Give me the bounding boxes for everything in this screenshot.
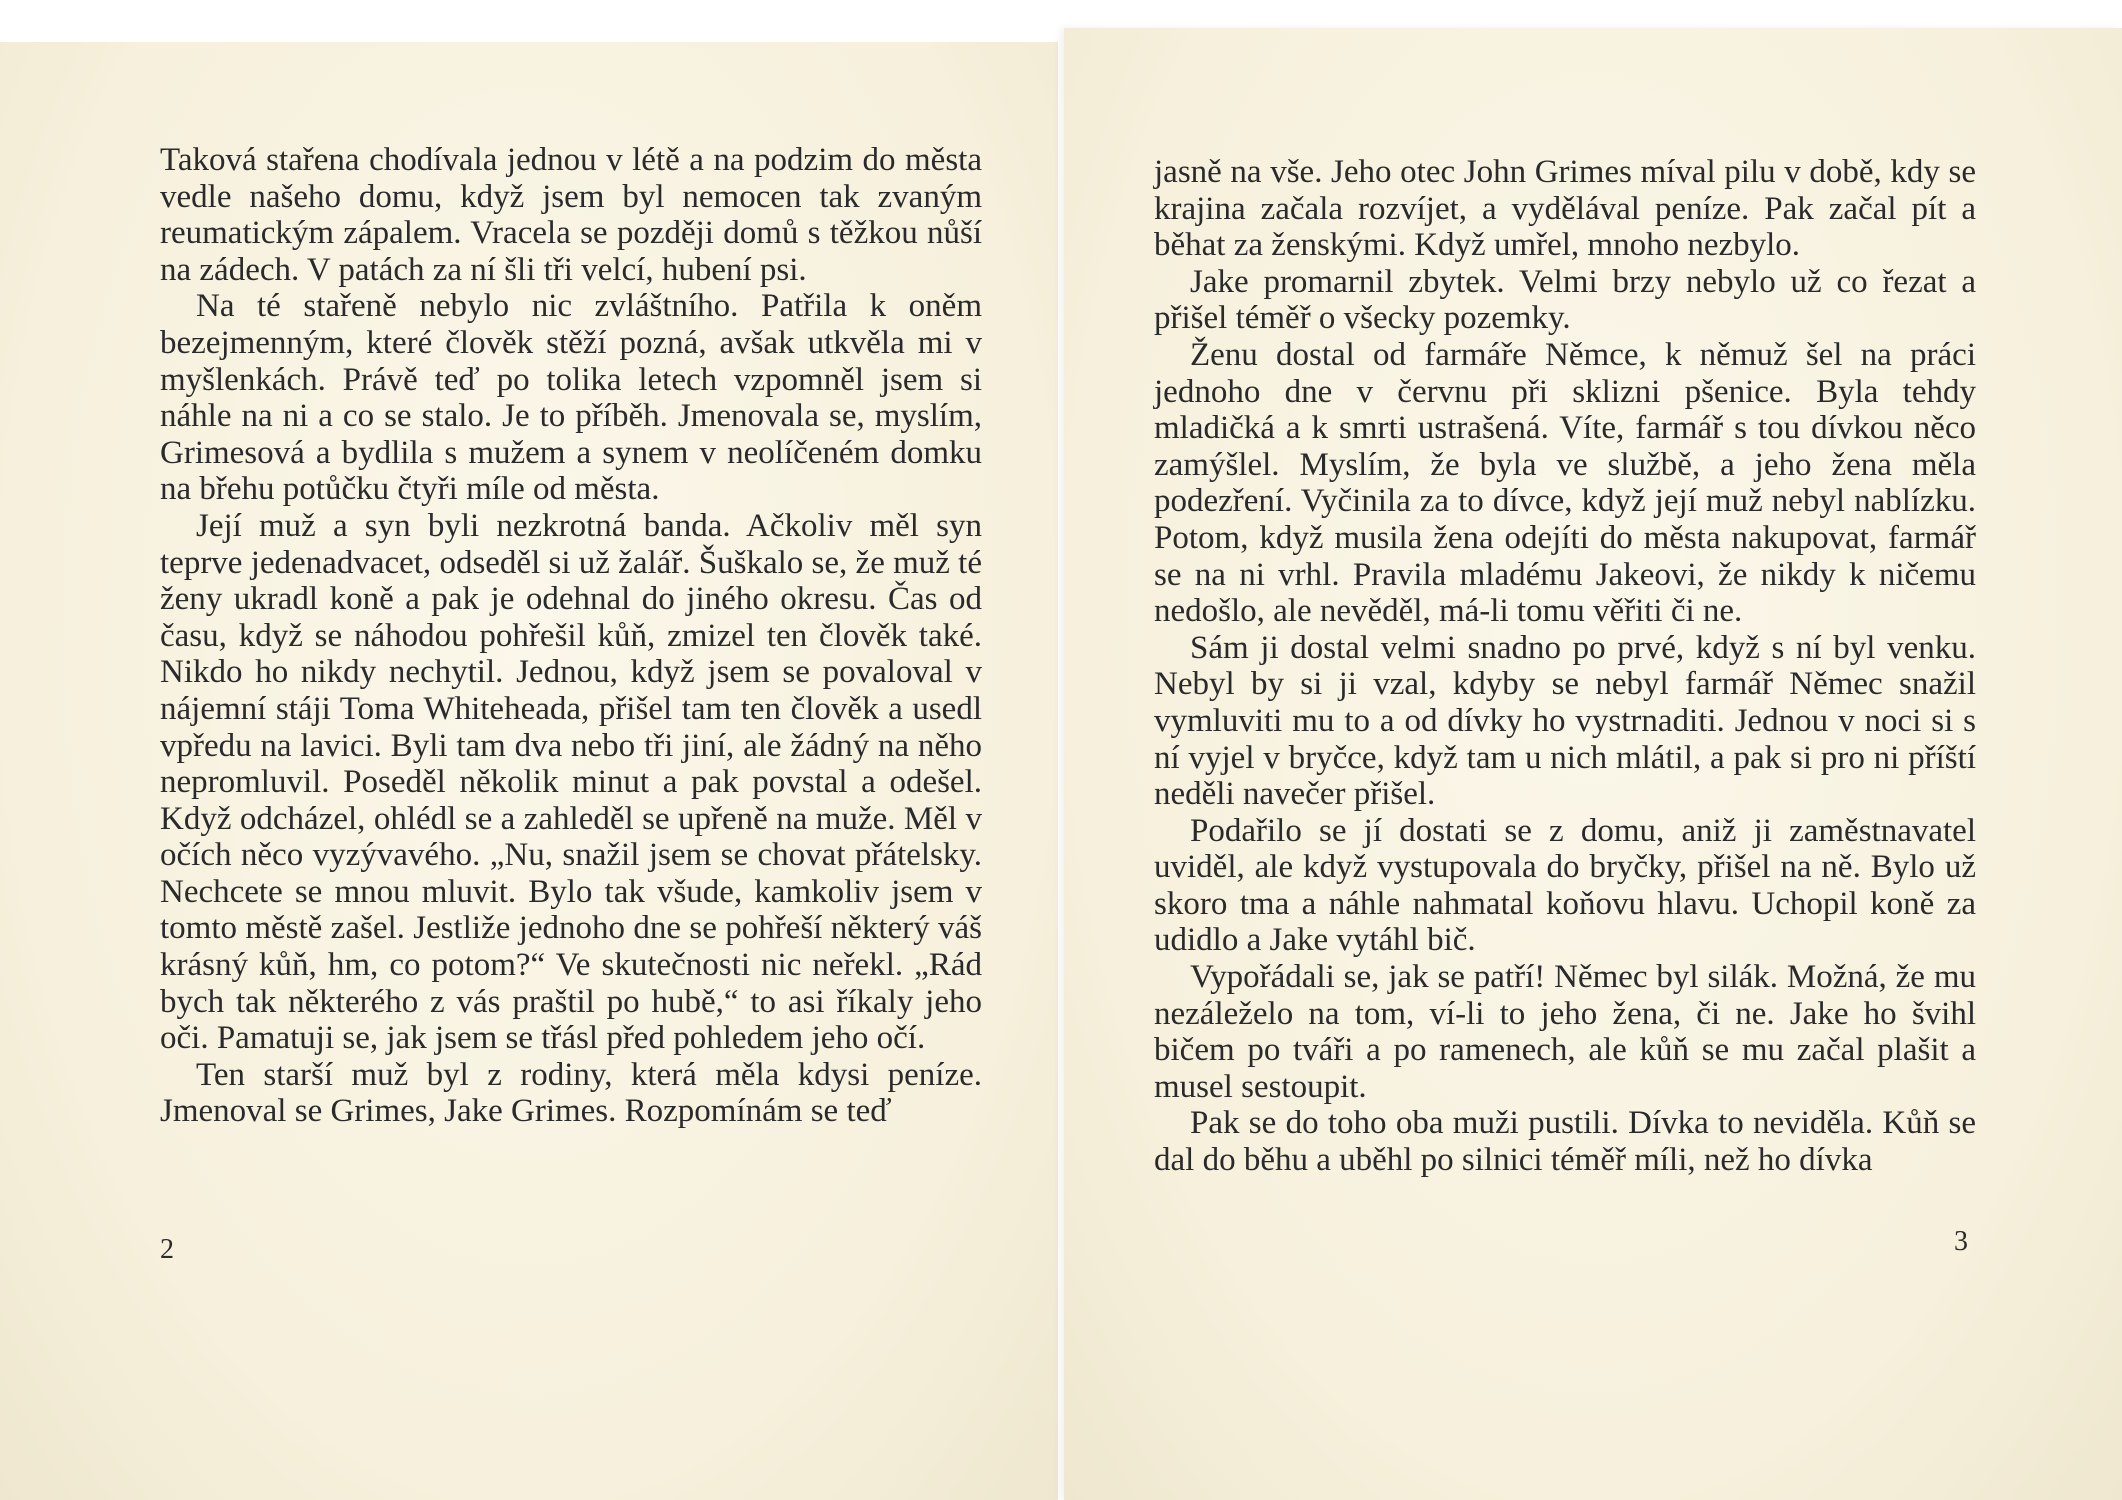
- paragraph: Na té stařeně nebylo nic zvláštního. Patřila k oněm bezejmenným, které člověk stěží pozná, avšak utkvěla mi v myšlenkách. Právě teď po tolika letech vzpomněl jsem si náhle na ni a co se stalo. Je to příběh. Jmenovala se, myslím, Grimesová a bydlila s mužem a synem v neolíčeném domku na břehu potůčku čtyři míle od města.: [160, 288, 982, 508]
- page-number: 3: [1954, 1226, 1968, 1257]
- paragraph: Její muž a syn byli nezkrotná banda. Ačkoliv měl syn teprve jedenadvacet, odseděl si už žalář. Šuškalo se, že muž té ženy ukradl koně a pak je odehnal do jiného okresu. Čas od času, když se náhodou pohřešil kůň, zmizel ten člověk také. Nikdo ho nikdy nechytil. Jednou, když jsem se povaloval v nájemní stáji Toma Whiteheada, přišel tam ten člověk a usedl vpředu na lavici. Byli tam dva nebo tři jiní, ale žádný na něho nepromluvil. Poseděl několik minut a pak povstal a odešel. Když odcházel, ohlédl se a zahleděl se upřeně na muže. Měl v očích něco vyzývavého. „Nu, snažil jsem se chovat přátelsky. Nechcete se mnou mluvit. Bylo tak všude, kamkoliv jsem v tomto městě zašel. Jestliže jednoho dne se pohřeší některý váš krásný kůň, hm, co potom?“ Ve skutečnosti nic neřekl. „Rád bych tak některého z vás praštil po hubě,“ to asi říkaly jeho oči. Pamatuji se, jak jsem se třásl před pohledem jeho očí.: [160, 507, 982, 1057]
- paragraph: Podařilo se jí dostati se z domu, aniž ji zaměstnavatel uviděl, ale když vystupovala do bryčky, přišel na ně. Bylo už skoro tma a náhle nahmatal koňovu hlavu. Uchopil koně za udidlo a Jake vytáhl bič.: [1154, 812, 1976, 959]
- right-page: [1064, 28, 2122, 1500]
- paragraph: Ten starší muž byl z rodiny, která měla kdysi peníze. Jmenoval se Grimes, Jake Grimes. Rozpomínám se teď: [160, 1056, 982, 1130]
- paragraph: Vypořádali se, jak se patří! Němec byl silák. Možná, že mu nezáleželo na tom, ví-li to jeho žena, či ne. Jake ho švihl bičem po tváři a po ramenech, ale kůň se mu začal plašit a musel sestoupit.: [1154, 959, 1976, 1105]
- paragraph: Jake promarnil zbytek. Velmi brzy nebylo už co řezat a přišel téměř o všecky pozemky.: [1154, 263, 1976, 337]
- paragraph: Taková stařena chodívala jednou v létě a na podzim do města vedle našeho domu, když jsem byl nemocen tak zvaným reumatickým zápalem. Vracela se později domů s těžkou nůší na zádech. V patách za ní šli tři velcí, hubení psi.: [160, 142, 982, 288]
- paragraph: Sám ji dostal velmi snadno po prvé, když s ní byl venku. Nebyl by si ji vzal, kdyby se nebyl farmář Němec snažil vymluviti mu to a od dívky ho vystrnaditi. Jednou v noci si s ní vyjel v bryčce, když tam u nich mlátil, a pak si pro ni příští neděli navečer přišel.: [1154, 629, 1976, 813]
- page-number: 2: [160, 1234, 174, 1265]
- paragraph: Pak se do toho oba muži pustili. Dívka to neviděla. Kůň se dal do běhu a uběhl po silnici téměř míli, než ho dívka: [1154, 1105, 1976, 1179]
- left-page: [0, 42, 1058, 1500]
- left-page-text: [160, 142, 982, 1130]
- paragraph: jasně na vše. Jeho otec John Grimes míval pilu v době, kdy se krajina začala rozvíjet, a vydělával peníze. Pak začal pít a běhat za ženskými. Když umřel, mnoho nezbylo.: [1154, 154, 1976, 264]
- right-page-text: [1154, 154, 1976, 1179]
- paragraph: Ženu dostal od farmáře Němce, k němuž šel na práci jednoho dne v červnu při sklizni pšenice. Byla tehdy mladičká a k smrti ustrašená. Víte, farmář s tou dívkou něco zamýšlel. Myslím, že byla ve službě, a jeho žena měla podezření. Vyčinila za to dívce, když její muž nebyl nablízku. Potom, když musila žena odejíti do města nakupovat, farmář se na ni vrhl. Pravila mladému Jakeovi, že nikdy k ničemu nedošlo, ale nevěděl, má-li tomu věřiti či ne.: [1154, 336, 1976, 630]
